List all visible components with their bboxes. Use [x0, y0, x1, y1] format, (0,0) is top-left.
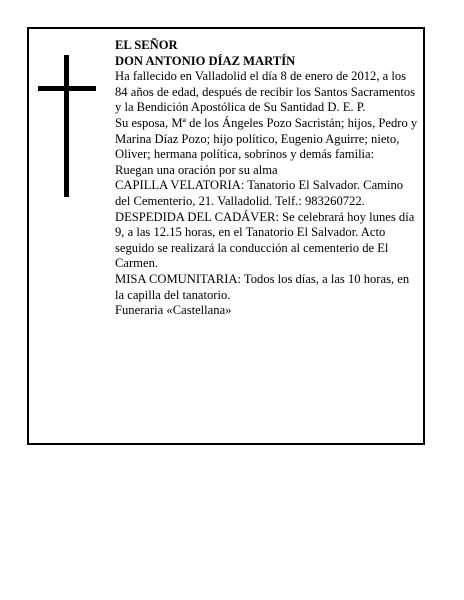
title-line-1: EL SEÑOR — [115, 38, 178, 52]
deceased-name: DON ANTONIO DÍAZ MARTÍN — [115, 53, 296, 68]
cross-vertical-bar — [64, 55, 69, 197]
prayer-request: Ruegan una oración por su alma — [115, 162, 278, 177]
death-announcement: Ha fallecido en Valladolid el día 8 de enero de 2012, a los 84 años de edad, después de recibir los Santos Sacramentos y la Bendición Apostólica de Su Santidad D. E. P. — [115, 69, 416, 115]
family-list: Su esposa, Mª de los Ángeles Pozo Sacristán; hijos, Pedro y Marina Díaz Pozo; hijo político, Eugenio Aguirre; nieto, Oliver; hermana política, sobrinos y demás familia: — [115, 115, 418, 162]
mass-info: MISA COMUNITARIA: Todos los días, a las 10 horas, en la capilla del tanatorio. — [115, 271, 410, 302]
obituary-text — [115, 38, 420, 319]
cross-icon — [38, 55, 96, 197]
wake-chapel-info: CAPILLA VELATORIA: Tanatorio El Salvador. Camino del Cementerio, 21. Valladolid. Telf.: 983260722. — [115, 178, 404, 208]
funeral-home: Funeraria «Castellana» — [115, 303, 232, 318]
farewell-info: DESPEDIDA DEL CADÁVER: Se celebrará hoy lunes día 9, a las 12.15 horas, en el Tanatorio El Salvador. Acto seguido se realizará la conducción al cementerio de El Carmen. — [115, 209, 415, 271]
cross-horizontal-bar — [38, 86, 96, 91]
